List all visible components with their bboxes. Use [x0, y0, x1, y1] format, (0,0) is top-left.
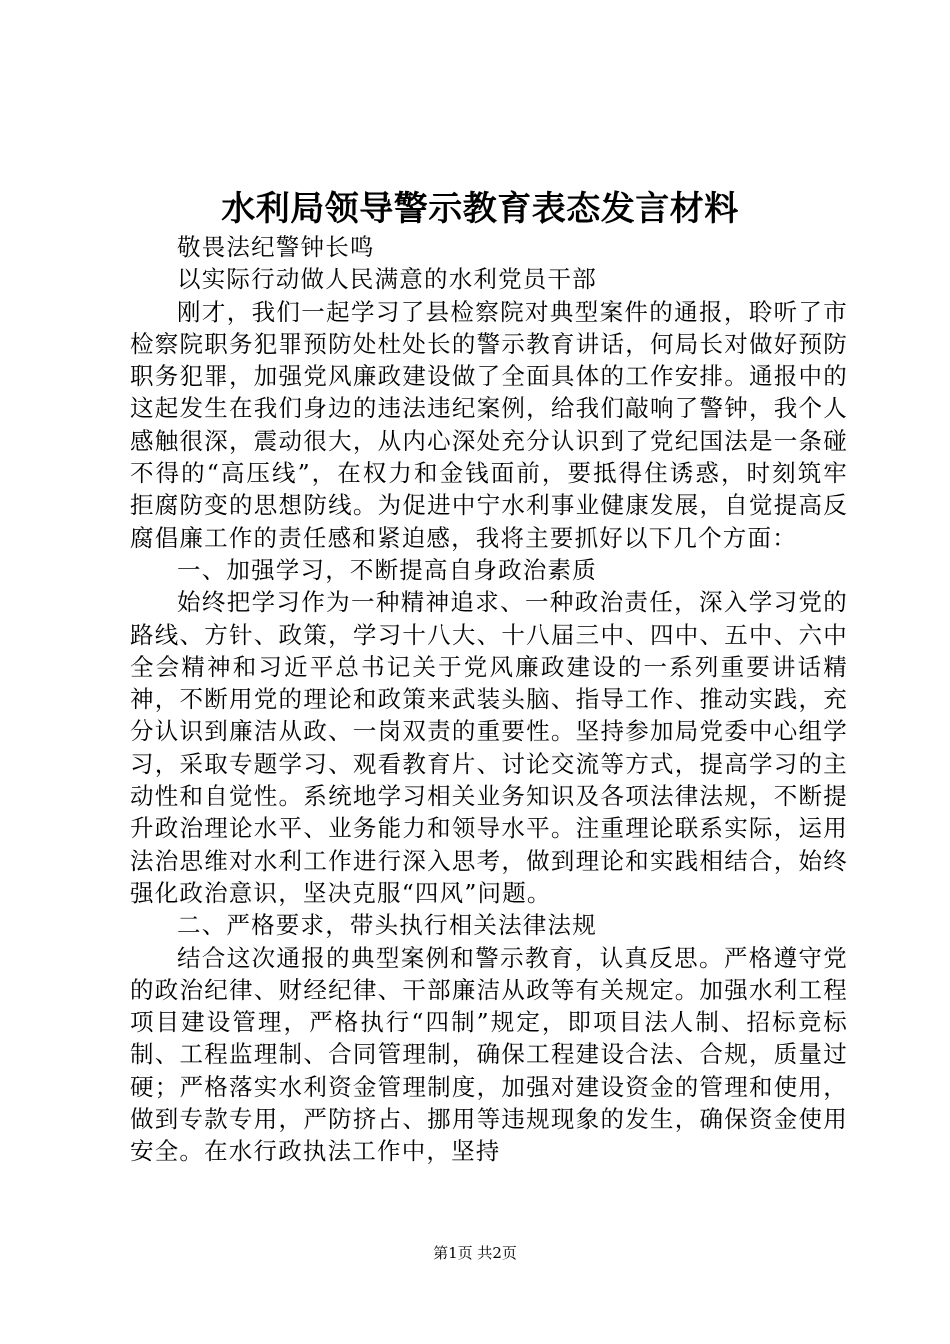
page-footer: 第1页 共2页	[433, 1244, 517, 1262]
section-heading-1: 一、加强学习，不断提高自身政治素质	[177, 555, 597, 584]
subtitle-line-1: 敬畏法纪警钟长鸣	[177, 233, 375, 261]
document-body	[130, 231, 848, 1168]
section-heading-2: 二、严格要求，带头执行相关法律法规	[177, 911, 597, 940]
intro-paragraph: 刚才，我们一起学习了县检察院对典型案件的通报，聆听了市检察院职务犯罪预防处杜处长的警示教育讲话，何局长对做好预防职务犯罪，加强党风廉政建设做了全面具体的工作安排。通报中的这起发生在我们身边的违法违纪案例，给我们敲响了警钟，我个人感触很深，震动很大，从内心深处充分认识到了党纪国法是一条碰不得的“高压线”，在权力和金钱面前，要抵得住诱惑，时刻筑牢拒腐防变的思想防线。为促进中宁水利事业健康发展，自觉提高反腐倡廉工作的责任感和紧迫感，我将主要抓好以下几个方面：	[130, 297, 848, 552]
section-paragraph-2: 结合这次通报的典型案例和警示教育，认真反思。严格遵守党的政治纪律、财经纪律、干部廉洁从政等有关规定。加强水利工程项目建设管理，严格执行“四制”规定，即项目法人制、招标竞标制、工程监理制、合同管理制，确保工程建设合法、合规，质量过硬；严格落实水利资金管理制度，加强对建设资金的管理和使用，做到专款专用，严防挤占、挪用等违规现象的发生，确保资金使用安全。在水行政执法工作中，坚持	[130, 943, 848, 1166]
document-title: 水利局领导警示教育表态发言材料	[221, 189, 739, 229]
section-paragraph-1: 始终把学习作为一种精神追求、一种政治责任，深入学习党的路线、方针、政策，学习十八大、十八届三中、四中、五中、六中全会精神和习近平总书记关于党风廉政建设的一系列重要讲话精神，不断用党的理论和政策来武装头脑、指导工作、推动实践，充分认识到廉洁从政、一岗双责的重要性。坚持参加局党委中心组学习，采取专题学习、观看教育片、讨论交流等方式，提高学习的主动性和自觉性。系统地学习相关业务知识及各项法律法规，不断提升政治理论水平、业务能力和领导水平。注重理论联系实际，运用法治思维对水利工作进行深入思考，做到理论和实践相结合，始终强化政治意识，坚决克服“四风”问题。	[130, 588, 848, 907]
subtitle-line-2: 以实际行动做人民满意的水利党员干部	[177, 265, 597, 294]
